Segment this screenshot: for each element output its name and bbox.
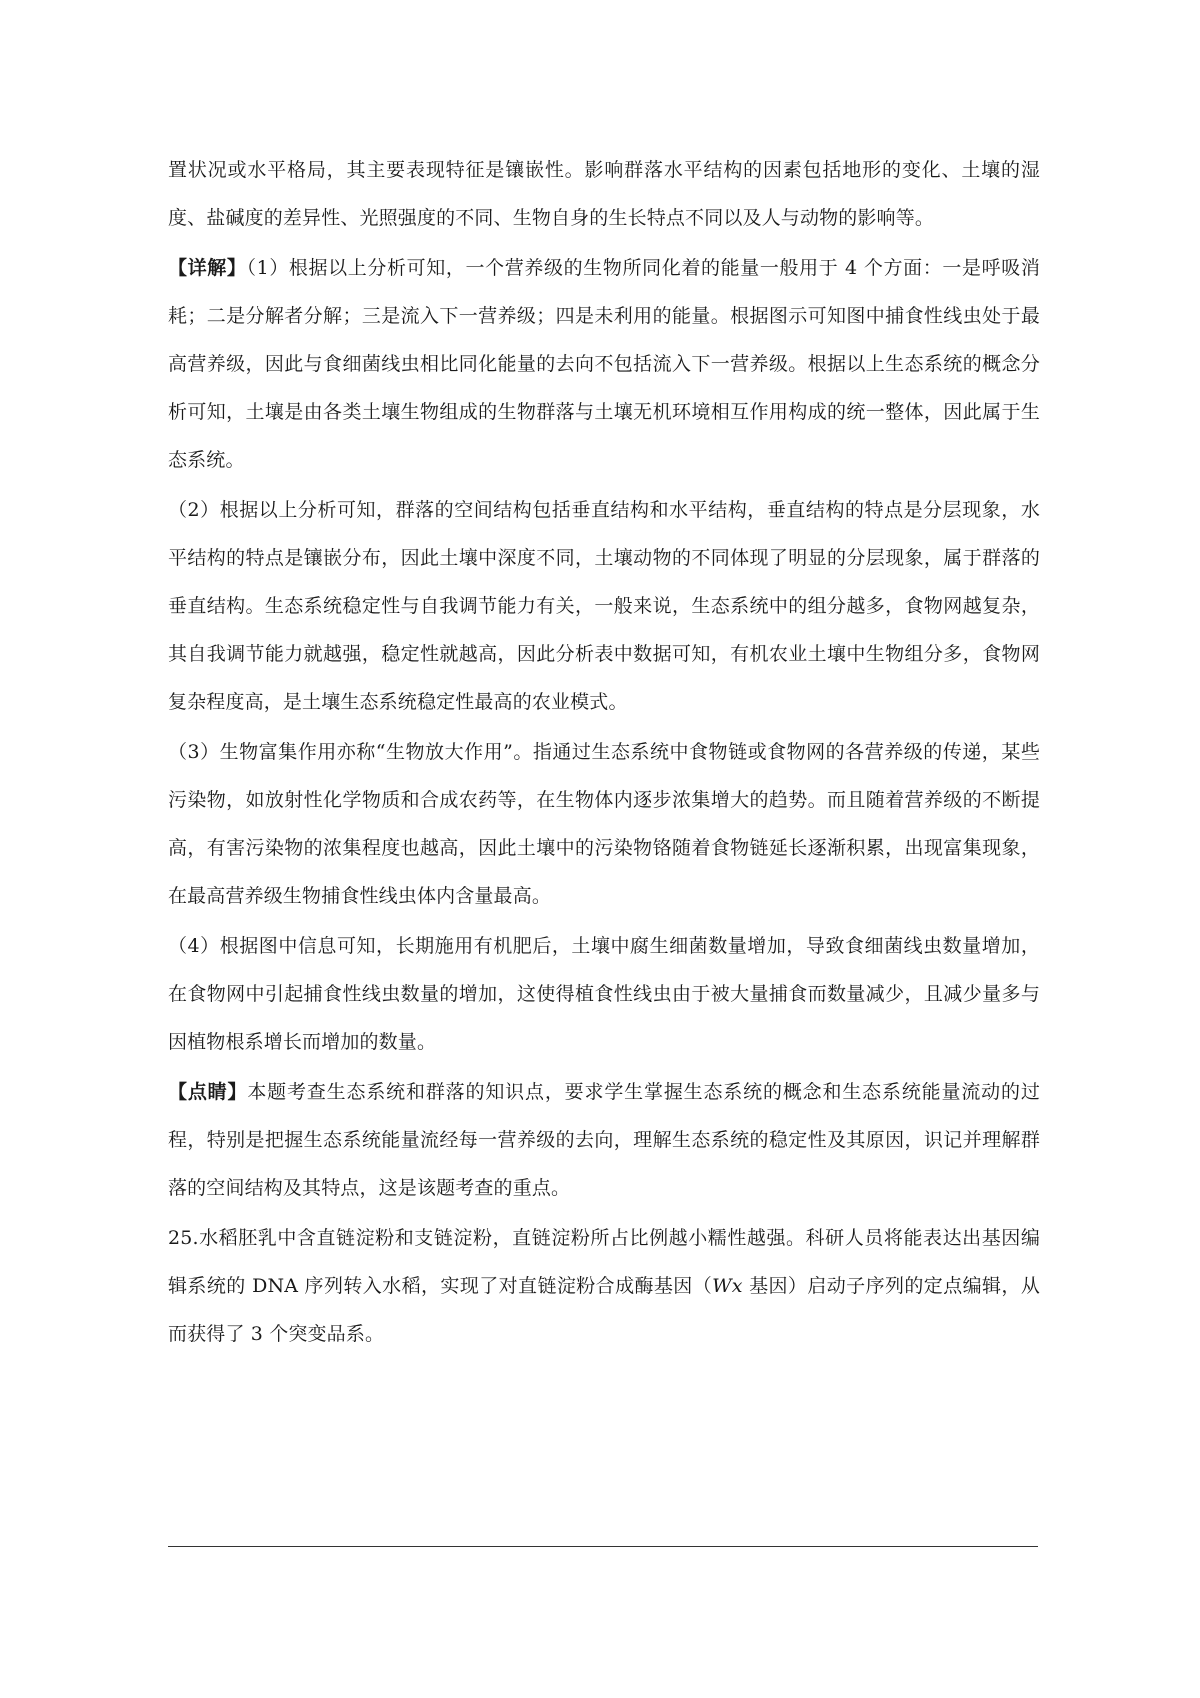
paragraph-text: （3）生物富集作用亦称“生物放大作用”。指通过生态系统中食物链或食物网的各营养级的传递，某些污染物，如放射性化学物质和合成农药等，在生物体内逐步浓集增大的趋势。而且随着营养级的不断提高，有害污染物的浓集程度也越高，因此土壤中的污染物铬随着食物链延长逐渐积累，出现富集现象，在最高营养级生物捕食性线虫体内含量最高。 — [168, 741, 1040, 907]
paragraph-point-2 — [168, 486, 1040, 726]
detailed-explanation-tag: 【详解】 — [168, 257, 247, 279]
key-points-tag: 【点睛】 — [168, 1081, 248, 1103]
gene-name-wx: Wx — [712, 1275, 743, 1297]
paragraph-text: 本题考查生态系统和群落的知识点，要求学生掌握生态系统的概念和生态系统能量流动的过程，特别是把握生态系统能量流经每一营养级的去向，理解生态系统的稳定性及其原因，识记并理解群落的空间结构及其特点，这是该题考查的重点。 — [168, 1081, 1040, 1199]
paragraph-key-points — [168, 1068, 1040, 1212]
paragraph-detailed-explanation — [168, 244, 1040, 484]
question-25 — [168, 1214, 1040, 1358]
paragraph-text: （4）根据图中信息可知，长期施用有机肥后，土壤中腐生细菌数量增加，导致食细菌线虫数量增加，在食物网中引起捕食性线虫数量的增加，这使得植食性线虫由于被大量捕食而数量减少，且减少量多与因植物根系增长而增加的数量。 — [168, 935, 1040, 1053]
footer-divider — [168, 1546, 1038, 1547]
paragraph-continued-analysis — [168, 146, 1040, 242]
paragraph-text: （1）根据以上分析可知，一个营养级的生物所同化着的能量一般用于 4 个方面：一是呼吸消耗；二是分解者分解；三是流入下一营养级；四是未利用的能量。根据图示可知图中捕食性线虫处于最高营养级，因此与食细菌线虫相比同化能量的去向不包括流入下一营养级。根据以上生态系统的概念分析可知，土壤是由各类土壤生物组成的生物群落与土壤无机环境相互作用构成的统一整体，因此属于生态系统。 — [168, 257, 1040, 471]
paragraph-text: 置状况或水平格局，其主要表现特征是镶嵌性。影响群落水平结构的因素包括地形的变化、土壤的湿度、盐碱度的差异性、光照强度的不同、生物自身的生长特点不同以及人与动物的影响等。 — [168, 159, 1040, 229]
question-text-part2: 基因）启动子序列的定点编辑，从而获得了 3 个突变品系。 — [168, 1275, 1040, 1345]
paragraph-text: （2）根据以上分析可知，群落的空间结构包括垂直结构和水平结构，垂直结构的特点是分层现象，水平结构的特点是镶嵌分布，因此土壤中深度不同，土壤动物的不同体现了明显的分层现象，属于群落的垂直结构。生态系统稳定性与自我调节能力有关，一般来说，生态系统中的组分越多，食物网越复杂，其自我调节能力就越强，稳定性就越高，因此分析表中数据可知，有机农业土壤中生物组分多，食物网复杂程度高，是土壤生态系统稳定性最高的农业模式。 — [168, 499, 1040, 713]
paragraph-point-3 — [168, 728, 1040, 920]
paragraph-point-4 — [168, 922, 1040, 1066]
question-text-part1: 25.水稻胚乳中含直链淀粉和支链淀粉，直链淀粉所占比例越小糯性越强。科研人员将能表达出基因编辑系统的 DNA 序列转入水稻，实现了对直链淀粉合成酶基因（ — [168, 1227, 1040, 1297]
document-body — [168, 146, 1040, 1360]
